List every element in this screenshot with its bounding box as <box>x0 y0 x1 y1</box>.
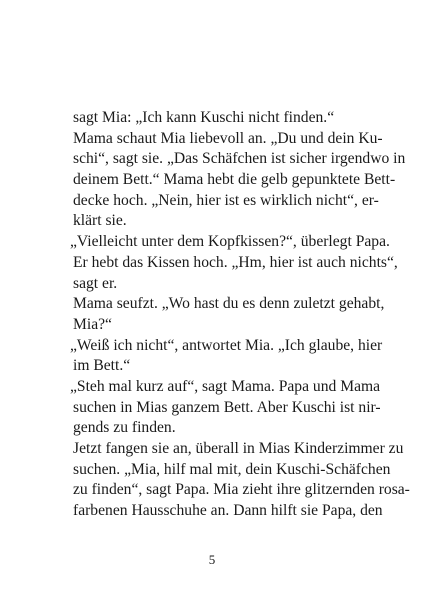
text-line: Mama seufzt. „Wo hast du es denn zuletzt gehabt, <box>73 295 385 313</box>
text-line: klärt sie. <box>73 212 127 230</box>
text-line: Jetzt fangen sie an, überall in Mias Kinderzimmer zu <box>73 440 404 457</box>
text-line: suchen. „Mia, hilf mal mit, dein Kuschi-Schäfchen <box>73 460 391 478</box>
text-line: „Steh mal kurz auf“, sagt Mama. Papa und Mama <box>70 377 381 395</box>
text-line: deinem Bett.“ Mama hebt die gelb gepunktete Bett- <box>73 171 396 189</box>
text-line: gends zu finden. <box>73 419 176 437</box>
text-line: Mia?“ <box>73 315 112 333</box>
text-line: zu finden“, sagt Papa. Mia zieht ihre glitzernden rosa- <box>73 481 410 499</box>
story-text <box>70 108 410 522</box>
text-line: suchen in Mias ganzem Bett. Aber Kuschi ist nir- <box>73 398 381 416</box>
text-line: im Bett.“ <box>73 357 131 375</box>
text-line: sagt Mia: „Ich kann Kuschi nicht finden.“ <box>73 109 335 126</box>
text-line: „Weiß ich nicht“, antwortet Mia. „Ich glaube, hier <box>70 336 383 354</box>
page-number: 5 <box>208 552 216 567</box>
text-line: schi“, sagt sie. „Das Schäfchen ist sicher irgendwo in <box>73 150 406 168</box>
text-line: Er hebt das Kissen hoch. „Hm, hier ist auch nichts“, <box>73 253 398 271</box>
text-line: farbenen Hausschuhe an. Dann hilft sie Papa, den <box>73 502 383 520</box>
text-line: „Vielleicht unter dem Kopfkissen?“, überlegt Papa. <box>70 233 390 251</box>
text-line: sagt er. <box>73 274 118 292</box>
text-line: Mama schaut Mia liebevoll an. „Du und dein Ku- <box>73 129 383 147</box>
text-line: decke hoch. „Nein, hier ist es wirklich nicht“, er- <box>73 191 379 209</box>
